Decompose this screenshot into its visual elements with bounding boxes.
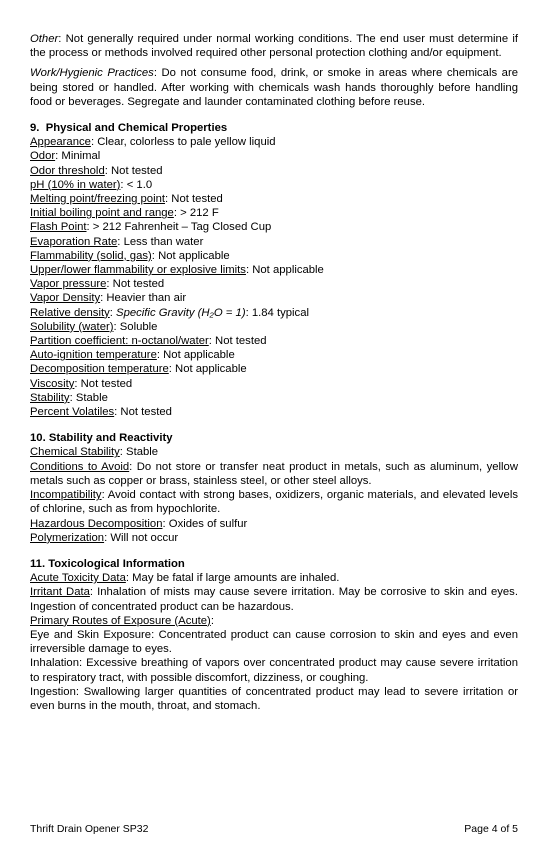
- work-hygienic-text: : Do not consume food, drink, or smoke in areas where chemicals are being stored or handled. After working with chemicals wash hands thoroughly before handling food or beverages. Segregate and launder contaminated clothing before reuse.: [30, 67, 518, 108]
- section-10-heading: 10. Stability and Reactivity: [30, 432, 173, 445]
- property-row: [30, 391, 518, 405]
- property-row: [30, 405, 518, 419]
- property-value: : Not tested: [165, 193, 223, 206]
- property-value: : Heavier than air: [100, 292, 187, 305]
- property-value: : Inhalation of mists may cause severe irritation. May be corrosive to skin and eyes. Ingestion of concentrated product can be hazardous.: [30, 586, 518, 613]
- property-row: [30, 517, 518, 531]
- property-label: Percent Volatiles: [30, 406, 115, 419]
- property-label: Appearance: [30, 136, 91, 149]
- property-label: Evaporation Rate: [30, 235, 118, 248]
- property-row: [30, 277, 518, 291]
- property-value: : Minimal: [55, 150, 101, 163]
- property-value: : Do not store or transfer neat product in metals, such as aluminum, yellow metals such as copper or brass, stainless steel, or other steel alloys.: [30, 460, 518, 487]
- document-page: [30, 32, 518, 713]
- property-value: : Clear, colorless to pale yellow liquid: [90, 136, 276, 149]
- property-label: Flash Point: [30, 221, 87, 234]
- section-10: [30, 431, 518, 545]
- property-label: Hazardous Decomposition: [30, 517, 163, 530]
- property-label: Vapor Density: [30, 292, 101, 305]
- property-row: [30, 585, 518, 613]
- property-value: : May be fatal if large amounts are inhaled.: [125, 572, 340, 585]
- property-row: [30, 614, 518, 628]
- property-label: Relative density: [30, 306, 110, 319]
- property-value: : > 212 F: [173, 207, 219, 220]
- exposure-paragraph: Inhalation: Excessive breathing of vapors over concentrated product may cause severe irritation to respiratory tract, with possible discomfort, dizziness, or coughing.: [30, 657, 518, 684]
- other-paragraph: [30, 32, 518, 60]
- property-row: [30, 135, 518, 149]
- work-hygienic-label: Work/Hygienic Practices: [30, 67, 154, 80]
- property-row: [30, 206, 518, 220]
- property-row: [30, 306, 518, 320]
- property-value: :: [109, 306, 117, 319]
- property-label: Stability: [30, 391, 70, 404]
- property-value: : Stable: [69, 391, 108, 404]
- property-row: [30, 263, 518, 277]
- property-label: Polymerization: [30, 531, 105, 544]
- property-label: Incompatibility: [30, 489, 102, 502]
- property-row: [30, 531, 518, 545]
- property-value: : < 1.0: [120, 178, 153, 191]
- property-row: [30, 249, 518, 263]
- property-row: [30, 571, 518, 585]
- property-value-italic: Specific Gravity (H₂O = 1): [116, 306, 246, 319]
- other-text: : Not generally required under normal working conditions. The end user must determine if the process or methods involved required other personal protection clothing and/or equipment.: [30, 33, 518, 60]
- property-value: : Not tested: [114, 406, 172, 419]
- property-label: Upper/lower flammability or explosive limits: [30, 264, 246, 277]
- property-value: :: [210, 614, 214, 627]
- property-label: Vapor pressure: [30, 278, 107, 291]
- section-9-heading: 9. Physical and Chemical Properties: [30, 122, 228, 135]
- property-row: [30, 445, 518, 459]
- section-9-rows: [30, 135, 518, 419]
- property-row: [30, 178, 518, 192]
- exposure-paragraph: Eye and Skin Exposure: Concentrated product can cause corrosion to skin and eyes and even irreversible damage to eyes.: [30, 628, 518, 656]
- property-row: [30, 291, 518, 305]
- property-label: Viscosity: [30, 377, 75, 390]
- property-row: [30, 460, 518, 488]
- section-11: [30, 557, 518, 713]
- property-label: pH (10% in water): [30, 178, 121, 191]
- property-label: Odor: [30, 150, 56, 163]
- property-value: : 1.84 typical: [245, 306, 310, 319]
- property-value: : Less than water: [117, 235, 204, 248]
- property-label: Conditions to Avoid: [30, 460, 130, 473]
- property-row: [30, 220, 518, 234]
- property-value: : Not tested: [104, 164, 163, 177]
- section-9: [30, 121, 518, 419]
- property-label: Partition coefficient: n-octanol/water: [30, 335, 209, 348]
- property-value: : Not tested: [208, 335, 267, 348]
- property-value: : Will not occur: [104, 531, 179, 544]
- property-value: : Oxides of sulfur: [162, 517, 248, 530]
- property-value: : Avoid contact with strong bases, oxidizers, organic materials, and elevated levels of chlorine, such as from hypochlorite.: [30, 489, 518, 516]
- property-label: Flammability (solid, gas): [30, 249, 152, 262]
- property-label: Initial boiling point and range: [30, 207, 174, 220]
- property-row: [30, 320, 518, 334]
- property-value: : Not tested: [74, 377, 133, 390]
- exposure-paragraph: Ingestion: Swallowing larger quantities of concentrated product may lead to severe irritation or even burns in the mouth, throat, and stomach.: [30, 685, 518, 712]
- property-value: : Not applicable: [168, 363, 247, 376]
- property-row: [30, 164, 518, 178]
- property-label: Decomposition temperature: [30, 363, 169, 376]
- footer-page-number: Page 4 of 5: [464, 823, 518, 835]
- property-row: [30, 192, 518, 206]
- property-label: Acute Toxicity Data: [30, 572, 126, 585]
- property-label: Auto-ignition temperature: [30, 349, 157, 362]
- footer-product-name: Thrift Drain Opener SP32: [30, 823, 149, 835]
- property-row: [30, 362, 518, 376]
- property-label: Melting point/freezing point: [30, 193, 166, 206]
- property-value: : Stable: [119, 446, 159, 459]
- property-label: Irritant Data: [30, 586, 90, 599]
- property-value: : Not applicable: [151, 249, 230, 262]
- property-value: : Not applicable: [156, 349, 235, 362]
- property-label: Solubility (water): [30, 320, 114, 333]
- work-hygienic-paragraph: [30, 66, 518, 109]
- page-footer: [30, 823, 518, 835]
- property-row: [30, 334, 518, 348]
- property-row: [30, 488, 518, 516]
- property-label: Odor threshold: [30, 164, 105, 177]
- property-label: Primary Routes of Exposure (Acute): [30, 614, 211, 627]
- property-row: [30, 149, 518, 163]
- property-row: [30, 235, 518, 249]
- property-row: [30, 348, 518, 362]
- property-value: : Not tested: [106, 278, 165, 291]
- property-value: : Soluble: [113, 320, 158, 333]
- property-row: [30, 377, 518, 391]
- property-value: : Not applicable: [245, 264, 324, 277]
- section-11-heading: 11. Toxicological Information: [30, 557, 185, 570]
- property-value: : > 212 Fahrenheit – Tag Closed Cup: [86, 221, 272, 234]
- other-label: Other: [30, 33, 59, 45]
- property-label: Chemical Stability: [30, 446, 120, 459]
